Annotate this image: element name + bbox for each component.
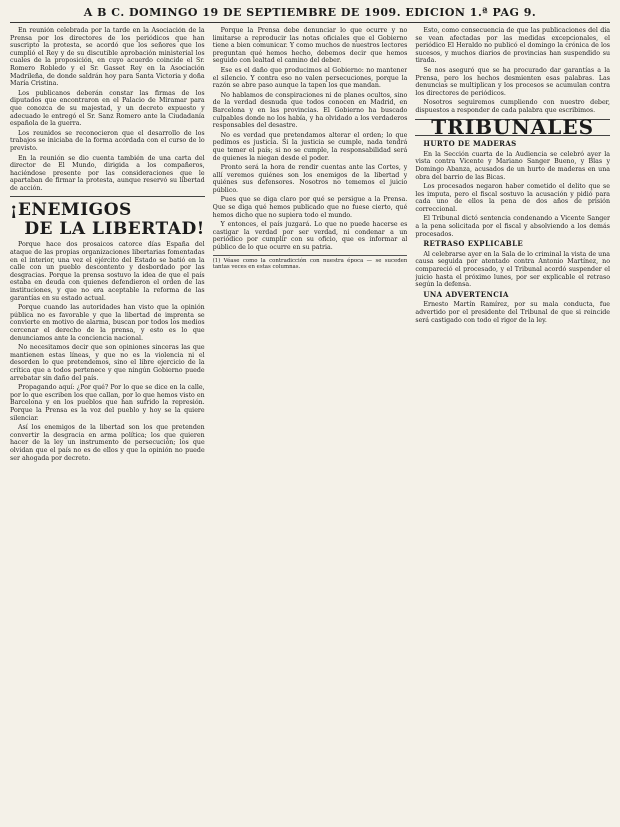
columns <box>10 27 610 827</box>
article-paragraph: Pues que se diga claro por qué se persigue a la Prensa. Que se diga qué hemos publicado que no fuese cierto, qué hemos dicho que no supiera todo el mundo. <box>212 196 408 219</box>
article-paragraph <box>415 240 610 249</box>
subhead-advertencia: UNA ADVERTENCIA <box>423 289 509 299</box>
article-paragraph: Ese es el daño que producimos al Gobierno: no mantener el silencio. Y contra eso no valen persecuciones, porque la razón se abre paso aunque la tapen los que mandan. <box>212 66 408 90</box>
article-paragraph: El Tribunal dictó sentencia condenando a Vicente Sanger a la pena solicitada por el fiscal y absolviendo a los demás procesados. <box>415 215 611 238</box>
article-paragraph: En la Sección cuarta de la Audiencia se celebró ayer la vista contra Vicente y Mariano Sanger Bueno, y Blas y Domingo Abanza, acusados de un hurto de maderas en una obra del barrio de las Bicas. <box>415 150 611 181</box>
headline-line-1: ¡ENEMIGOS <box>10 200 132 221</box>
article-paragraph: Porque la Prensa debe denunciar lo que ocurre y no limitarse a reproducir las notas oficiales que el Gobierno tiene a bien comunicar. Y como muchos de nuestros lectores preguntan qué hemos hecho, debemos decir que hemos seguido con lealtad el camino del deber. <box>212 27 408 65</box>
divider <box>10 196 205 197</box>
article-paragraph: Porque cuando las autoridades han visto que la opinión pública no es favorable y que la libertad de imprenta se convierte en motivo de alarma, buscan por todos los medios cercenar el derecho de la prensa, y esto es lo que denunciamos ante la conciencia nacional. <box>10 304 205 342</box>
article-paragraph: En la reunión se dio cuenta también de una carta del director de El Mundo, dirigida a los compañeros, haciéndose presente por las consideraciones que le apartaban de firmar la protesta, aunque reservó su libertad de acción. <box>10 154 205 192</box>
column-2 <box>213 27 408 827</box>
column-1 <box>10 27 205 827</box>
article-paragraph <box>415 140 610 149</box>
article-paragraph: Los reunidos se reconocieron que el desarrollo de los trabajos se iniciaba de la forma acordada con el curso de lo previsto. <box>10 129 205 152</box>
article-paragraph: Propagando aquí: ¿Por qué? Por lo que se dice en la calle, por lo que escriben los que callan, por lo que hemos visto en Barcelona y en los pueblos que han sufrido la represión. Porque la Prensa es la voz del pueblo y hoy se la quiere silenciar. <box>10 384 205 422</box>
headline-enemigos <box>10 201 205 239</box>
section-title-tribunales: TRIBUNALES <box>431 114 595 139</box>
article-paragraph: Pronto será la hora de rendir cuentas ante las Cortes, y allí veremos quiénes son los enemigos de la libertad y quiénes sus defensores. Nosotros no tememos el juicio público. <box>212 164 408 194</box>
article-paragraph <box>415 291 610 300</box>
article-paragraph: Porque hace dos prosaicos catorce días España del ataque de las propias organizaciones libertarias fomentadas en el interior, una vez el ejército del Estado se batió en la calle con un pueblo descontento y desbordado por las desgracias. Porque la prensa sostuvo la idea de que el país estaba en deuda con quienes defendieron el orden de las instituciones, y que no era aceptable la reforma de las garantías en su estado actual. <box>10 241 205 302</box>
article-paragraph: Esto, como consecuencia de que las publicaciones del día se vean afectadas por las medidas excepcionales, el periódico El Heraldo no publicó el domingo la crónica de los sucesos, y muchos diarios de provincias han suspendido su tirada. <box>415 27 611 65</box>
article-paragraph: En reunión celebrada por la tarde en la Asociación de la Prensa por los directores de los periódicos que han suscripto la protesta, se acordó que los señores que los cumplió el Rey y de su discutible aprobación ministerial los cuales de la proposición, en cuyo acuerdo coincide el Sr. Romero Robledo y el Sr. Gasset Rey en la Asociación Madrileña, de donde saldrán hoy para Santa Victoria y doña María Cristina. <box>10 27 205 88</box>
article-paragraph: Los procesados negaron haber cometido el delito que se les imputa, pero el fiscal sostuvo la acusación y pidió para cada uno de ellos la pena de dos años de prisión correccional. <box>415 183 611 213</box>
article-paragraph: Así los enemigos de la libertad son los que pretenden convertir la desgracia en arma política; los que quieren hacer de la ley un instrumento de persecución; los que olvidan que el país no es de ellos y que la opinión no puede ser ahogada por decreto. <box>10 424 205 462</box>
subhead-hurto: HURTO DE MADERAS <box>423 139 517 149</box>
article-paragraph: No necesitamos decir que son opiniones sinceras las que mantienen estas líneas, y que no es la violencia ni el desorden lo que pretendemos, sino el libre ejercicio de la crítica que a todos pertenece y que ningún Gobierno puede arrebatar sin daño del país. <box>10 344 205 382</box>
article-paragraph: Ernesto Martín Ramírez, por su mala conducta, fue advertido por el presidente del Tribunal de que si reincide será castigado con todo el rigor de la ley. <box>415 301 611 324</box>
headline-line-2: DE LA LIBERTAD! <box>24 219 205 240</box>
article-paragraph: Los publicanos deberán constar las firmas de los diputados que encontraron en el Palacio de Miramar para que conozca de su majestad, y un decreto expuesto y adecuado le entregó el Sr. Sanz Romero ante la Ciudadanía española de la guerra. <box>10 89 205 128</box>
article-paragraph: Y entonces, el país juzgará. Lo que no puede hacerse es castigar la verdad por ser verdad, ni condenar a un periódico por cumplir con su oficio, que es informar al público de lo que ocurre en su patria. <box>212 221 408 252</box>
page-header: A B C. DOMINGO 19 DE SEPTIEMBRE DE 1909. EDICION 1.ª PAG 9. <box>10 6 610 23</box>
article-paragraph: Nosotros seguiremos cumpliendo con nuestro deber, dispuestos a responder de cada palabra que escribimos. <box>415 99 611 114</box>
subhead-retraso: RETRASO EXPLICABLE <box>423 239 524 249</box>
article-paragraph: No hablamos de conspiraciones ni de planes ocultos, sino de la verdad desnuda que todos conocen en Madrid, en Barcelona y en las provincias. El Gobierno ha buscado culpables donde no los había, y ha olvidado a los verdaderos responsables del desastre. <box>212 91 408 130</box>
article-paragraph: No es verdad que pretendamos alterar el orden; lo que pedimos es justicia. Si la justicia se cumple, nada tendrá que temer el país; si no se cumple, la responsabilidad será de quienes la niegan desde el poder. <box>212 131 408 162</box>
column-3 <box>415 27 610 827</box>
footnote: (1) Véase como la contradicción con nuestra época — se suceden tantas veces en estas columnas. <box>213 255 408 271</box>
article-paragraph: Se nos aseguró que se ha procurado dar garantías a la Prensa, pero los hechos desmienten esas palabras. Las denuncias se multiplican y los procesos se acumulan contra los directores de periódicos. <box>415 66 611 97</box>
article-paragraph: Al celebrarse ayer en la Sala de lo criminal la vista de una causa seguida por atentado contra Antonio Martínez, no compareció el procesado, y el Tribunal acordó suspender el juicio hasta el próximo lunes, por ser explicable el retraso según la defensa. <box>415 250 611 289</box>
